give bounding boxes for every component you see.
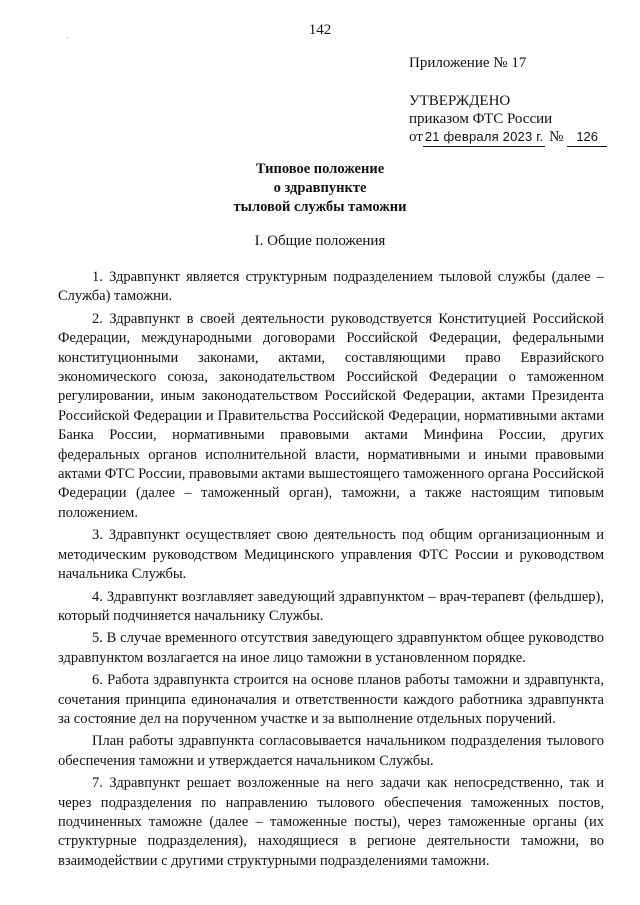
approval-block bbox=[409, 92, 607, 147]
document-title-line: тыловой службы таможни bbox=[233, 199, 407, 215]
paragraph: 4. Здравпункт возглавляет заведующий здравпунктом – врач-терапевт (фельдшер), который подчиняется начальнику Службы. bbox=[58, 588, 604, 624]
paragraph: 6. Работа здравпункта строится на основе планов работы таможни и здравпункта, сочетания принципа единоначалия и ответственности каждого работника здравпункта за состояние дел на порученном участке и за выполнение отдельных поручений. bbox=[58, 672, 604, 727]
scan-speck: · bbox=[66, 33, 69, 43]
approval-title: УТВЕРЖДЕНО bbox=[409, 93, 511, 109]
appendix-label: Приложение № 17 bbox=[409, 55, 527, 71]
approval-date: 21 февраля 2023 г. bbox=[423, 128, 546, 147]
document-title-line: о здравпункте bbox=[273, 180, 367, 196]
approval-by: приказом ФТС России bbox=[409, 111, 553, 127]
approval-date-row bbox=[409, 128, 607, 147]
paragraph: 7. Здравпункт решает возложенные на него задачи как непосредственно, так и через подразделения по направлению тылового обеспечения таможенных постов, подчиненных таможне (далее – таможенные посты), через таможенные органы (их структурные подразделения), находящиеся в регионе деятельности таможни, во взаимодействии с другими структурными подразделениями таможни. bbox=[58, 775, 604, 869]
paragraph: План работы здравпункта согласовывается начальником подразделения тылового обеспечения таможни и утверждается начальником Службы. bbox=[58, 733, 604, 769]
document-title-line: Типовое положение bbox=[255, 161, 385, 177]
paragraph: 2. Здравпункт в своей деятельности руководствуется Конституцией Российской Федерации, международными договорами Российской Федерации, федеральными конституционными законами, актами, составляющими право Евразийского экономического союза, законодательством Российской Федерации о таможенном регулировании, иным законодательством Российской Федерации, актами Президента Российской Федерации и Правительства Российской Федерации, нормативными актами Банка России, нормативными правовыми актами Минфина России, других федеральных органов исполнительной власти, нормативными и иными правовыми актами ФТС России, правовыми актами вышестоящего таможенного органа Российской Федерации (далее – таможенный орган), таможни, а также настоящим типовым положением. bbox=[58, 310, 604, 521]
page-number: 142 bbox=[308, 22, 332, 38]
section-heading: I. Общие положения bbox=[254, 233, 386, 249]
approval-date-prefix: от bbox=[409, 129, 423, 145]
paragraph: 1. Здравпункт является структурным подразделением тыловой службы (далее – Служба) таможни. bbox=[58, 269, 604, 305]
approval-number-prefix: № bbox=[549, 129, 564, 145]
approval-number: 126 bbox=[567, 128, 607, 147]
paragraph: 3. Здравпункт осуществляет свою деятельность под общим организационным и методическим руководством Медицинского управления ФТС России и руководством начальника Службы. bbox=[58, 527, 604, 583]
paragraph: 5. В случае временного отсутствия заведующего здравпунктом общее руководство здравпунктом возлагается на иное лицо таможни в установленном порядке. bbox=[58, 630, 604, 666]
body-text bbox=[58, 268, 604, 871]
document-title bbox=[0, 160, 640, 217]
